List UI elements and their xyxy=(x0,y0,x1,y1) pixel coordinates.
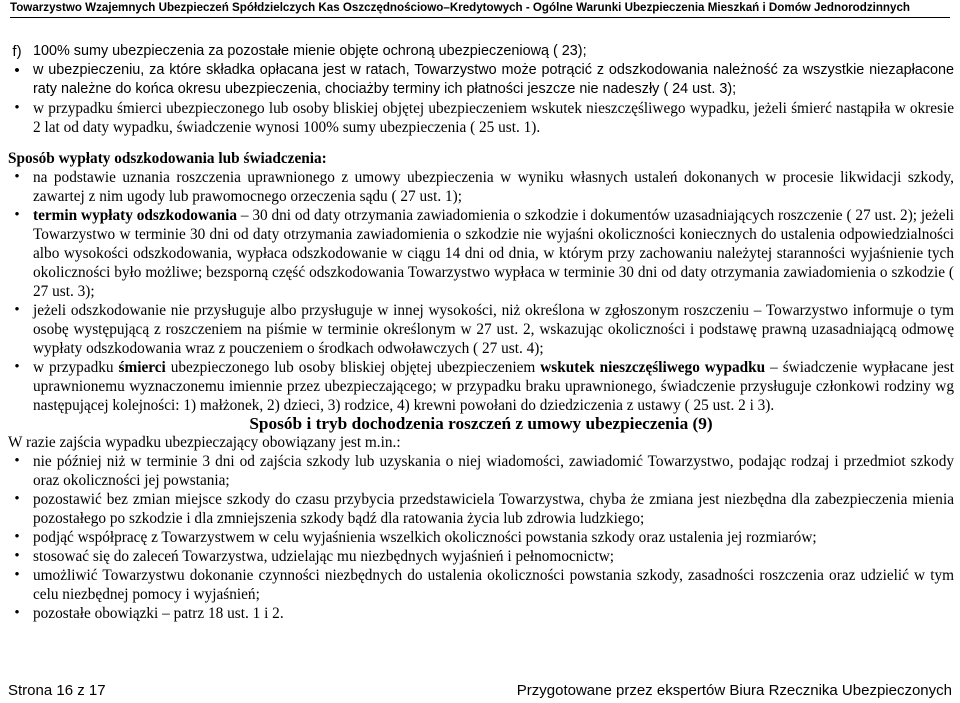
section-title: Sposób i tryb dochodzenia roszczeń z umowy ubezpieczenia (9) xyxy=(249,414,713,433)
list-item xyxy=(8,452,954,490)
bullet-icon: • xyxy=(14,100,20,116)
bullet-icon: • xyxy=(14,359,20,375)
list-item xyxy=(8,99,954,137)
emphasis-text: śmierci xyxy=(118,359,166,376)
page-number: Strona 16 z 17 xyxy=(8,682,106,699)
list-item xyxy=(8,301,954,358)
list-item-text: ubezpieczonego lub osoby bliskiej objętej ubezpieczeniem xyxy=(165,359,541,376)
emphasis-text: termin wypłaty odszkodowania xyxy=(33,207,238,224)
list-item-text: w przypadku xyxy=(33,359,119,376)
list-item xyxy=(8,547,954,566)
list-item-text: – 30 dni od daty otrzymania zawiadomienia o szkodzie i dokumentów uzasadniających roszczenie ( 27 ust. 2); jeżeli Towarzystwo w terminie 30 dni od daty otrzymania zawiadomienia o szkodzie nie wyjaśni okoliczności koniecznych do ustalenia odpowiedzialności albo wysokości odszkodowania, wypłaca odszkodowanie w ciągu 14 dni od dnia, w którym przy zachowaniu należytej staranności wyjaśnienie tych okoliczności było możliwe; bezsporną część odszkodowania Towarzystwo wypłaca w terminie 30 dni od daty otrzymania zawiadomienia o szkodzie ( 27 ust. 3); xyxy=(33,207,954,300)
footer-credit: Przygotowane przez ekspertów Biura Rzecznika Ubezpieczonych xyxy=(516,682,952,699)
list-item xyxy=(8,490,954,528)
death-benefit-item xyxy=(8,99,954,137)
list-item-text: stosować się do zaleceń Towarzystwa, udzielając mu niezbędnych wyjaśnień i pełnomocnictw; xyxy=(33,548,615,565)
obligations-list xyxy=(8,452,954,623)
list-item xyxy=(8,604,954,623)
payout-method-list xyxy=(8,168,954,415)
bullet-icon: • xyxy=(14,453,20,469)
list-item xyxy=(8,528,954,547)
document-body xyxy=(8,42,954,623)
list-item-text: podjąć współpracę z Towarzystwem w celu wyjaśnienia wszelkich okoliczności powstania szkody oraz ustalenia jej rozmiarów; xyxy=(33,529,817,546)
list-item-text: pozostałe obowiązki – patrz 18 ust. 1 i 2. xyxy=(33,605,284,622)
list-item xyxy=(8,206,954,301)
bullet-icon: • xyxy=(14,62,20,79)
list-item xyxy=(8,358,954,415)
list-marker: f) xyxy=(12,43,22,60)
list-item xyxy=(8,168,954,206)
document-header: Towarzystwo Wzajemnych Ubezpieczeń Spółdzielczych Kas Oszczędnościowo–Kredytowych - Ogólne Warunki Ubezpieczenia Mieszkań i Domów Jednorodzinnych xyxy=(10,1,910,14)
list-item-text: nie później niż w terminie 3 dni od zajścia szkody lub uzyskania o niej wiadomości, zawiadomić Towarzystwo, podając rodzaj i przedmiot szkody oraz okoliczności jej powstania; xyxy=(33,453,954,489)
payout-list xyxy=(8,42,954,99)
bullet-icon: • xyxy=(14,548,20,564)
list-item xyxy=(8,42,954,61)
list-item xyxy=(8,566,954,604)
header-divider xyxy=(10,17,950,18)
list-item-text: na podstawie uznania roszczenia uprawnionego z umowy ubezpieczenia w wyniku własnych ustaleń dokonanych w procesie likwidacji szkody, zawartej z nim ugody lub prawomocnego orzeczenia sądu ( 27 ust. 1); xyxy=(33,169,954,205)
list-item-text: 100% sumy ubezpieczenia za pozostałe mienie objęte ochroną ubezpieczeniową ( 23); xyxy=(33,43,587,59)
emphasis-text: wskutek nieszczęśliwego wypadku xyxy=(540,359,766,376)
list-item-text: w przypadku śmierci ubezpieczonego lub osoby bliskiej objętej ubezpieczeniem wskutek nieszczęśliwego wypadku, jeżeli śmierć nastąpiła w okresie 2 lat od daty wypadku, świadczenie wynosi 100% sumy ubezpieczenia ( 25 ust. 1). xyxy=(33,100,954,136)
section-intro: W razie zajścia wypadku ubezpieczający obowiązany jest m.in.: xyxy=(8,434,401,451)
list-item xyxy=(8,61,954,99)
bullet-icon: • xyxy=(14,169,20,185)
bullet-icon: • xyxy=(14,529,20,545)
bullet-icon: • xyxy=(14,302,20,318)
list-item-text: jeżeli odszkodowanie nie przysługuje albo przysługuje w innej wysokości, niż określona w zgłoszonym roszczeniu – Towarzystwo informuje o tym osobę występującą z roszczeniem na piśmie w terminie określonym w 27 ust. 2, wskazując okoliczności i podstawę prawną uzasadniającą odmowę wypłaty odszkodowania wraz z pouczeniem o środkach odwoławczych ( 27 ust. 4); xyxy=(33,302,954,357)
bullet-icon: • xyxy=(14,491,20,507)
bullet-icon: • xyxy=(14,605,20,621)
list-item-text: umożliwić Towarzystwu dokonanie czynności niezbędnych do ustalenia okoliczności powstania szkody, zasadności roszczenia oraz udzielić w tym celu niezbędnej pomocy i wyjaśnień; xyxy=(33,567,954,603)
list-item-text: pozostawić bez zmian miejsce szkody do czasu przybycia przedstawiciela Towarzystwa, chyba że zmiana jest niezbędna dla zabezpieczenia mienia pozostałego po szkodzie i dla zmniejszenia szkody bądź dla ratowania życia lub zdrowia ludzkiego; xyxy=(33,491,954,527)
list-item-text: – świadczenie wypłacane jest uprawnionemu wyznaczonemu imiennie przez ubezpieczającego; w przypadku braku uprawnionego, świadczenie przysługuje członkowi rodziny wg następującej kolejności: 1) małżonek, 2) dzieci, 3) rodzice, 4) krewni powołani do dziedziczenia z ustawy ( 25 ust. 2 i 3). xyxy=(33,359,954,414)
bullet-icon: • xyxy=(14,567,20,583)
list-item-text: w ubezpieczeniu, za które składka opłacana jest w ratach, Towarzystwo może potrącić z odszkodowania należność za wszystkie niezapłacone raty należne do końca okresu ubezpieczenia, chociażby terminy ich płatności jeszcze nie nadeszły ( 24 ust. 3); xyxy=(33,62,954,97)
section-heading: Sposób wypłaty odszkodowania lub świadczenia: xyxy=(8,150,327,167)
bullet-icon: • xyxy=(14,207,20,223)
